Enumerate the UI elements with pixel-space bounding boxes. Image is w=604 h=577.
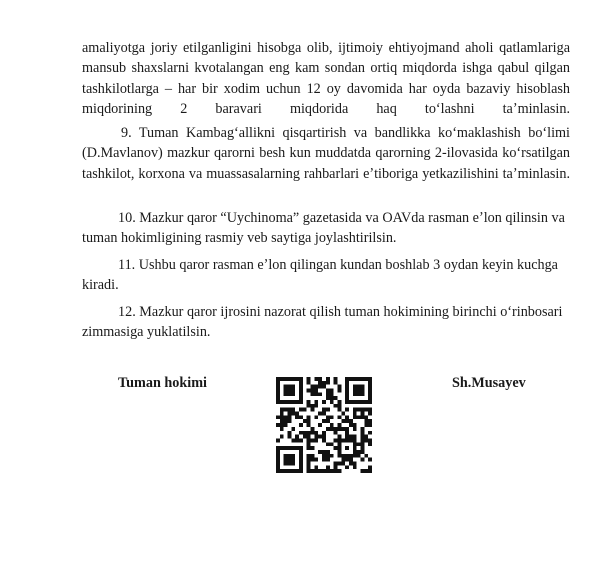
paragraph-continuation: amaliyotga joriy etilganligini hisobga olib, ijtimoiy ehtiyojmand aholi qatlamlariga mansub shaxslarni kvotalangan eng kam sondan ortiq miqdorda ishga qabul qilgan tashkilotlarga – har bir xodim uchun 12 oy davomida har oyda bazaviy hisoblash miqdorining 2 baravari miqdorida haq to‘lashni taʼminlasin. [82, 40, 570, 117]
paragraph-10: 10. Mazkur qaror “Uychinoma” gazetasida va OAVda rasman eʼlon qilinsin va tuman hokimligining rasmiy veb saytiga joylashtirilsin. [82, 210, 565, 247]
signature-position: Tuman hokimi [118, 375, 207, 391]
signature-name: Sh.Musayev [452, 375, 526, 391]
paragraph-11: 11. Ushbu qaror rasman eʼlon qilingan kundan boshlab 3 oydan keyin kuchga kiradi. [82, 257, 558, 294]
paragraph-12: 12. Mazkur qaror ijrosini nazorat qilish tuman hokimining birinchi o‘rinbosari zimmasiga yuklatilsin. [82, 304, 563, 341]
paragraph-9: 9. Tuman Kambag‘allikni qisqartirish va bandlikka ko‘maklashish bo‘limi (D.Mavlanov) mazkur qarorni besh kun muddatda qarorning 2-ilovasida ko‘rsatilgan tashkilot, korxona va muassasalarning rahbarlari eʼtiboriga yetkazilishini taʼminlasin. [82, 125, 570, 182]
qr-code-icon [276, 377, 372, 473]
